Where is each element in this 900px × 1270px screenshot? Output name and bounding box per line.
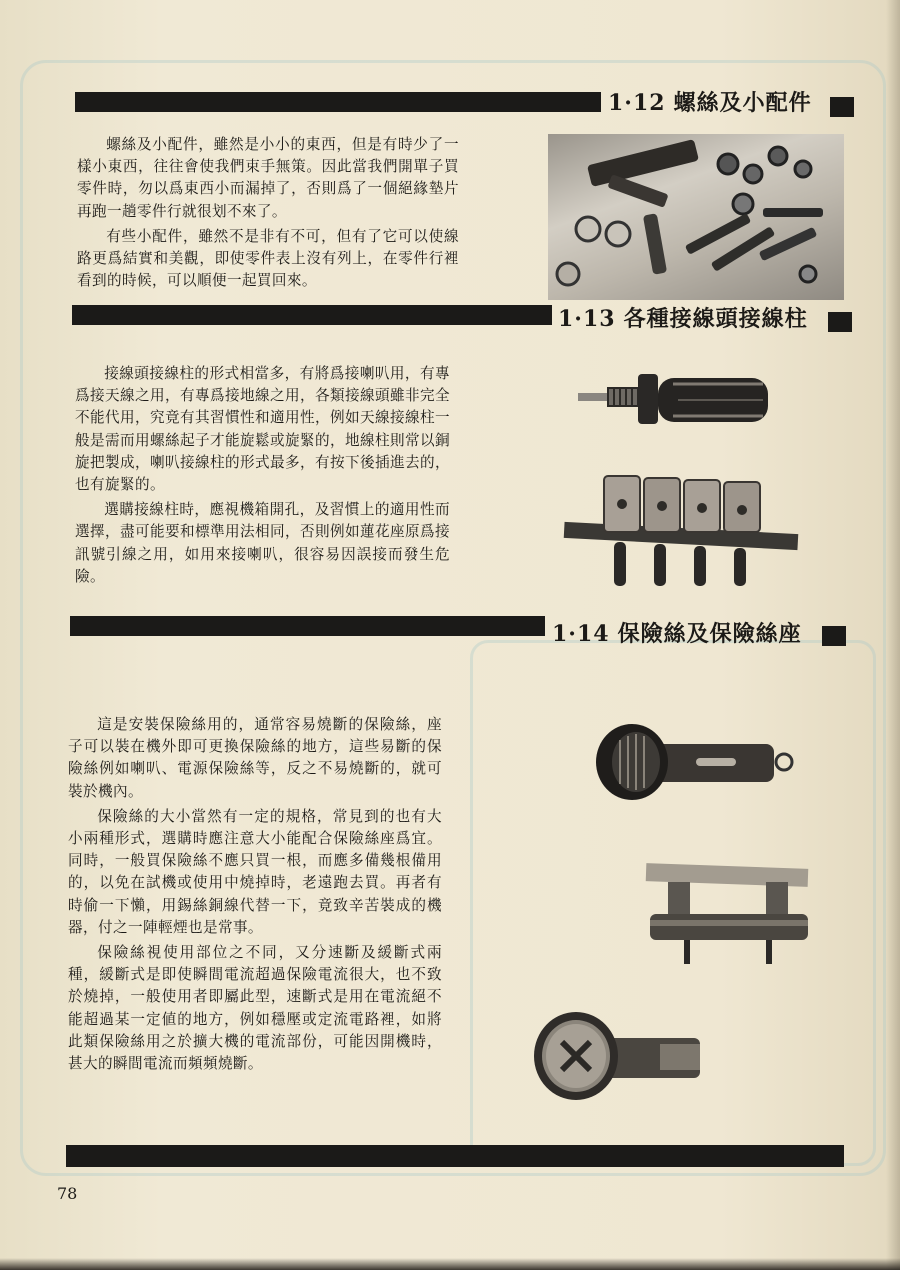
section-body-1-12 [77,134,459,295]
section-number: 1·13 [558,306,616,332]
heading-bar [75,92,601,112]
section-heading-1-12 [608,90,812,117]
heading-end-block [830,97,854,117]
section-number: 1·12 [608,90,666,116]
section-body-1-14 [68,714,442,1078]
paragraph: 保險絲視使用部位之不同，又分速斷及緩斷式兩種，緩斷式是即使瞬間電流超過保險電流很大，也不致於燒掉，一般使用者即屬此型，速斷式是用在電流絕不能超過某一定値的地方，例如穩壓或定流電路裡，如將此類保險絲用之於擴大機的電流部份，可能因開機時，甚大的瞬間電流而頻頻燒斷。 [68,944,442,1073]
section-heading-1-13 [558,306,808,333]
section-title: 螺絲及小配件 [673,91,812,116]
section-heading-1-14 [552,621,802,648]
page-edge-shadow [886,0,900,1270]
paragraph: 保險絲的大小當然有一定的規格，常見到的也有大小兩種形式，選購時應注意大小能配合保險絲座爲宜。同時，一般買保險絲不應只買一根，而應多備幾根備用的，以免在試機或使用中燒掉時，老遠跑去買。再者有時偷一下懶，用錫絲銅線代替一下，竟致辛苦裝成的機器，付之一陣輕煙也是常事。 [68,807,442,936]
fuse-holder-panel-illustration [594,716,800,806]
binding-post-illustration [578,370,788,432]
section-number: 1·14 [552,621,610,647]
terminal-strip-illustration [562,470,800,590]
heading-end-block [822,626,846,646]
paragraph: 螺絲及小配件，雖然是小小的東西，但是有時少了一樣小東西，往往會使我們束手無策。因此當我們開單子買零件時，勿以爲東西小而漏掉了，否則爲了一個絕緣墊片再跑一趟零件行就很划不來了。 [77,136,459,220]
fuse-clip-illustration [644,864,812,968]
screws-illustration [548,134,844,300]
section-body-1-13 [75,363,450,591]
heading-end-block [828,312,852,332]
section-title: 保險絲及保險絲座 [617,622,802,647]
paragraph: 選購接線柱時，應視機箱開孔，及習慣上的適用性而選擇，盡可能要和標準用法相同，否則例如蓮花座原爲接訊號引線之用，如用來接喇叭，很容易因誤接而發生危險。 [75,501,450,585]
paragraph: 接線頭接線柱的形式相當多，有將爲接喇叭用，有專爲接天線之用，有專爲接地線之用，各類接線頭雖非完全不能代用，究竟有其習慣性和適用性，例如天線接線柱一般是需而用螺絲起子才能旋鬆或旋緊的，地線柱則常以銅旋把製成，喇叭接線柱的形式最多，有按下後插進去的，也有旋緊的。 [75,365,450,494]
bottom-rule [66,1145,844,1167]
fuse-holder-cap-illustration [532,1008,704,1102]
paragraph: 這是安裝保險絲用的，通常容易燒斷的保險絲，座子可以裝在機外即可更換保險絲的地方，這些易斷的保險絲例如喇叭、電源保險絲等，反之不易燒斷的，就可裝於機內。 [68,716,442,800]
heading-bar [70,616,545,636]
section-title: 各種接線頭接線柱 [623,307,808,332]
heading-bar [72,305,552,325]
page-bottom-shadow [0,1258,900,1270]
paragraph: 有些小配件，雖然不是非有不可，但有了它可以使線路更爲結實和美觀，即使零件表上沒有列上，在零件行裡看到的時候，可以順便一起買回來。 [77,227,459,290]
page-number: 78 [57,1184,78,1203]
screws-photo [548,134,844,300]
